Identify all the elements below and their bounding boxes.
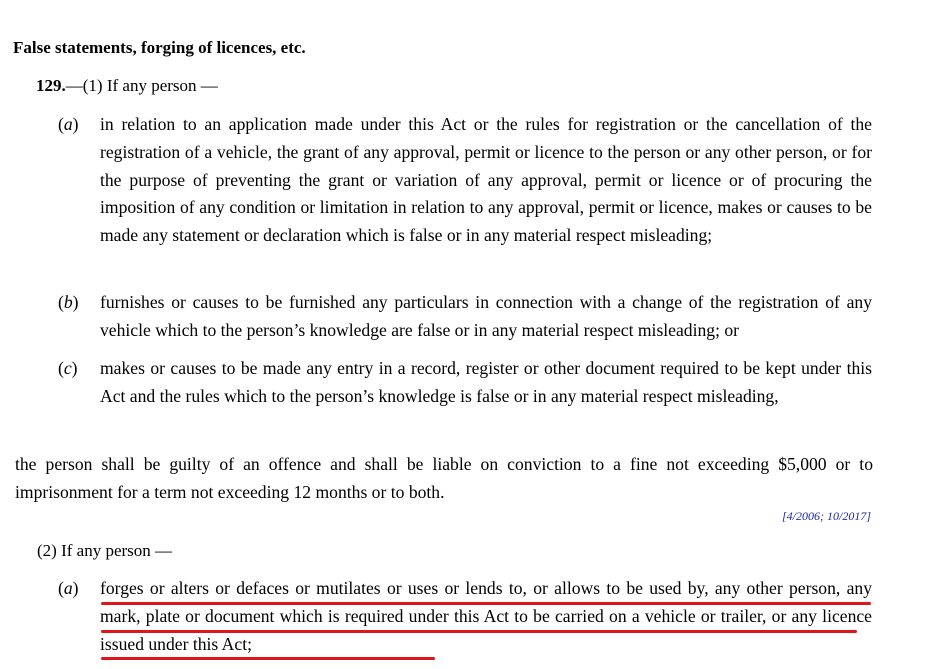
paragraph-a bbox=[58, 111, 872, 250]
section-heading: False statements, forging of licences, etc. bbox=[13, 38, 306, 57]
paragraph-text: in relation to an application made under this Act or the rules for registration or the cancellation of the registration of a vehicle, the grant of any approval, permit or licence to the person or any other person, or for the purpose of preventing the grant or variation of any approval, permit or licence or of procuring the imposition of any condition or limitation in relation to any approval, permit or licence, makes or causes to be made any statement or declaration which is false or in any material respect misleading; bbox=[100, 114, 872, 246]
subsection-2-intro: (2) If any person — bbox=[37, 541, 173, 560]
paragraph-text: furnishes or causes to be furnished any particulars in connection with a change of the registration of any vehicle which to the person’s knowledge are false or in any material respect misleading; or bbox=[100, 292, 872, 340]
paragraph-label: (c) bbox=[58, 358, 78, 378]
section-intro-text: —(1) If any person — bbox=[65, 76, 218, 95]
highlight-underline bbox=[101, 657, 435, 660]
paragraph-label: (a) bbox=[58, 578, 79, 598]
section-number: 129. bbox=[36, 76, 66, 95]
paragraph-c bbox=[58, 355, 872, 411]
amendment-note: [4/2006; 10/2017] bbox=[781, 509, 871, 523]
paragraph-label: (b) bbox=[58, 292, 79, 312]
penalty-clause: the person shall be guilty of an offence and shall be liable on conviction to a fine not exceeding $5,000 or to imprisonment for a term not exceeding 12 months or to both. bbox=[15, 454, 873, 502]
section-intro bbox=[36, 76, 218, 96]
highlight-underline bbox=[101, 630, 857, 633]
paragraph-b bbox=[58, 289, 872, 345]
paragraph-label: (a) bbox=[58, 114, 79, 134]
subsection-2-paragraph-a bbox=[58, 575, 872, 658]
paragraph-text: makes or causes to be made any entry in a record, register or other document required to be kept under this Act and the rules which to the person’s knowledge is false or in any material respect misleading, bbox=[100, 358, 872, 406]
highlight-underline bbox=[101, 602, 871, 605]
paragraph-text: forges or alters or defaces or mutilates or uses or lends to, or allows to be used by, any other person, any mark, plate or document which is required under this Act to be carried on a vehicle or trailer, or any licence issued under this Act; bbox=[100, 578, 872, 654]
